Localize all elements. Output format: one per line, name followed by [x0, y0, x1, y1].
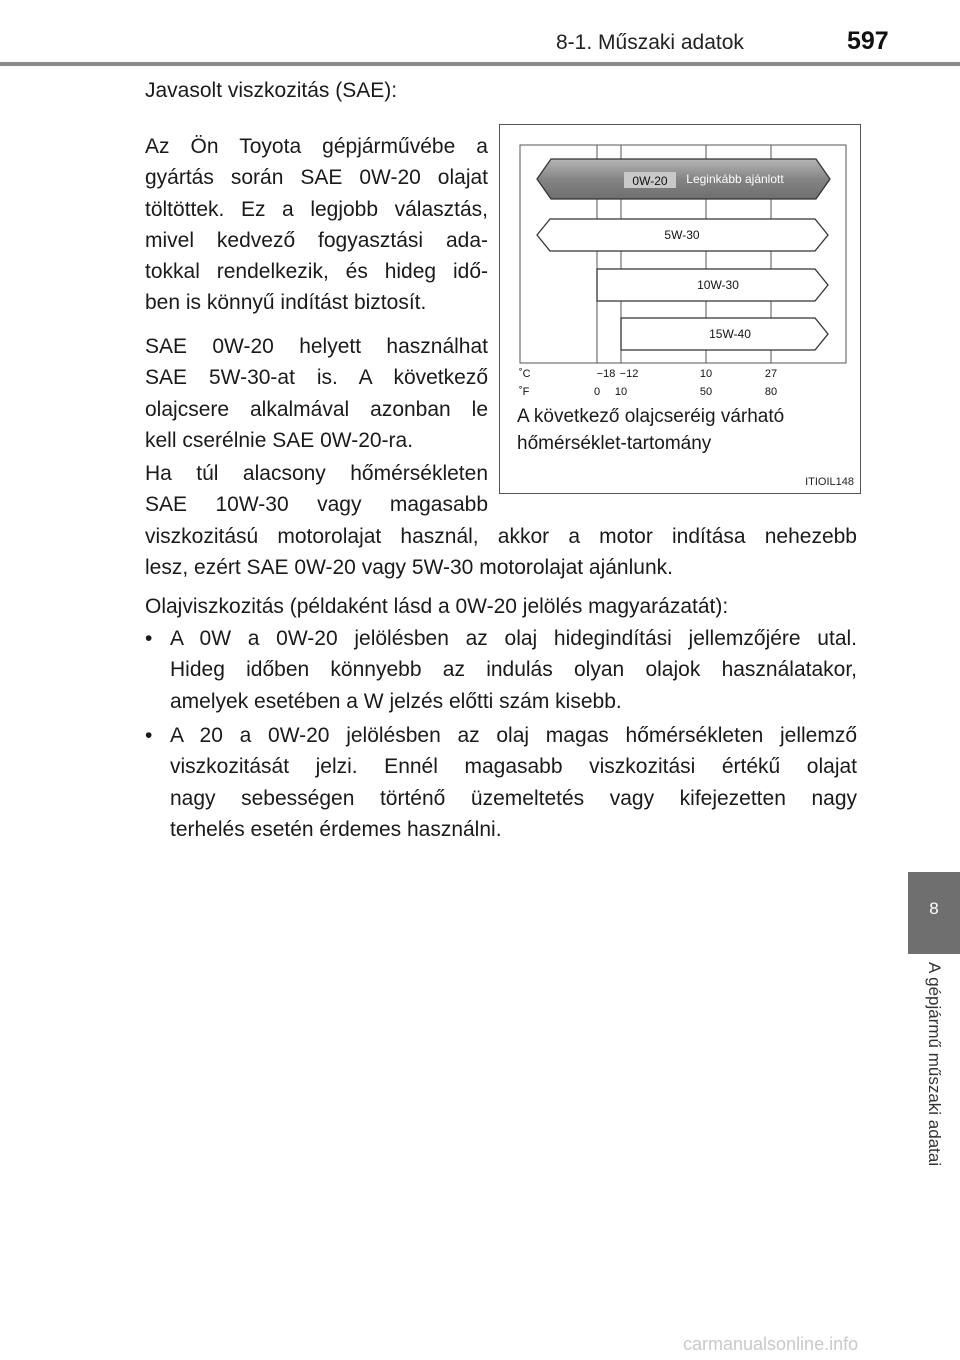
watermark: carmanualsonline.info [683, 1334, 859, 1354]
bullet-item [145, 720, 857, 846]
para-line: Ha túl alacsony hőmérsékleten [145, 462, 488, 485]
bullet-item [145, 623, 857, 717]
para-line: kell cserélnie SAE 0W-20-ra. [145, 428, 414, 452]
fahrenheit-unit: ˚F [519, 386, 530, 398]
bullet-line: A 0W a 0W-20 jelölésben az olaj hidegindítási jellemzőjére utal. [170, 627, 857, 650]
para-line: viszkozitású motorolajat használ, akkor a motor indítása nehezebb [145, 525, 857, 548]
paragraph-low-temp-continued [145, 521, 857, 584]
para-line: lesz, ezért SAE 0W-20 vagy 5W-30 motorolajat ajánlunk. [145, 556, 673, 580]
celsius-tick: −18 [596, 368, 616, 380]
fahrenheit-tick: 0 [593, 386, 601, 398]
chapter-tab-label: A gépjármű műszaki adatai [925, 962, 944, 1167]
page-number: 597 [847, 27, 889, 55]
bar-5w30-name: 5W-30 [664, 228, 700, 242]
para-line: tokkal rendelkezik, és hideg idő- [145, 260, 488, 284]
bar-0w20-note: Leginkább ajánlott [686, 172, 784, 186]
celsius-tick: 27 [764, 368, 778, 380]
para-line: SAE 10W-30 vagy magasabb [145, 493, 488, 517]
bullet-text [170, 623, 857, 717]
para-line: mivel kedvező fogyasztási ada- [145, 228, 488, 252]
viscosity-figure [499, 124, 861, 494]
caption-line: hőmérséklet-tartomány [517, 433, 712, 454]
bar-10w30-name: 10W-30 [697, 278, 739, 292]
viscosity-intro: Olajviszkozitás (példaként lásd a 0W-20 jelölés magyarázatát): [145, 595, 729, 618]
figure-code: ITIOIL148 [805, 476, 854, 488]
fahrenheit-tick: 10 [614, 386, 628, 398]
caption-line: A következő olajcseréig várható [517, 406, 785, 427]
bar-0w20-arrow [537, 159, 830, 199]
para-line: töltöttek. Ez a legjobb választás, [145, 197, 488, 221]
header-section-title: 8-1. Műszaki adatok [556, 31, 744, 54]
bullet-line: viszkozitását jelzi. Ennél magasabb viszkozitási értékű olajat [170, 755, 857, 779]
bullet-symbol: • [145, 627, 153, 650]
chapter-tab[interactable] [908, 872, 960, 954]
bullet-line: amelyek esetében a W jelzés előtti szám kisebb. [170, 689, 622, 713]
celsius-tick: −12 [619, 368, 639, 380]
para-line: gyártás során SAE 0W-20 olajat [145, 166, 488, 190]
bar-0w20-name: 0W-20 [632, 174, 668, 188]
para-line: ben is könnyű indítást biztosít. [145, 291, 427, 315]
bar-15w40-name: 15W-40 [709, 327, 751, 341]
fahrenheit-tick: 80 [764, 386, 778, 398]
header-rule [0, 62, 960, 66]
para-line: SAE 0W-20 helyett használhat [145, 335, 488, 358]
paragraph-factory-oil [145, 131, 488, 319]
paragraph-alternative-oil [145, 331, 488, 456]
celsius-tick: 10 [699, 368, 713, 380]
bullet-symbol: • [145, 724, 153, 747]
fahrenheit-tick: 50 [699, 386, 713, 398]
bullet-line: Hideg időben könnyebb az indulás olyan olajok használatakor, [170, 658, 857, 682]
paragraph-low-temp [145, 458, 488, 521]
figure-caption [517, 403, 784, 457]
bullet-line: terhelés esetén érdemes használni. [170, 817, 502, 841]
chapter-tab-number: 8 [929, 899, 939, 918]
para-line: SAE 5W-30-at is. A következő [145, 366, 488, 390]
bullet-line: nagy sebességen történő üzemeltetés vagy kifejezetten nagy [170, 786, 857, 810]
intro-heading: Javasolt viszkozitás (SAE): [145, 79, 398, 102]
celsius-unit: ˚C [519, 368, 531, 380]
para-line: Az Ön Toyota gépjárművébe a [145, 135, 488, 158]
para-line: olajcsere alkalmával azonban le [145, 397, 488, 421]
bullet-text [170, 720, 857, 845]
bullet-line: A 20 a 0W-20 jelölésben az olaj magas hőmérsékleten jellemző [170, 724, 857, 747]
